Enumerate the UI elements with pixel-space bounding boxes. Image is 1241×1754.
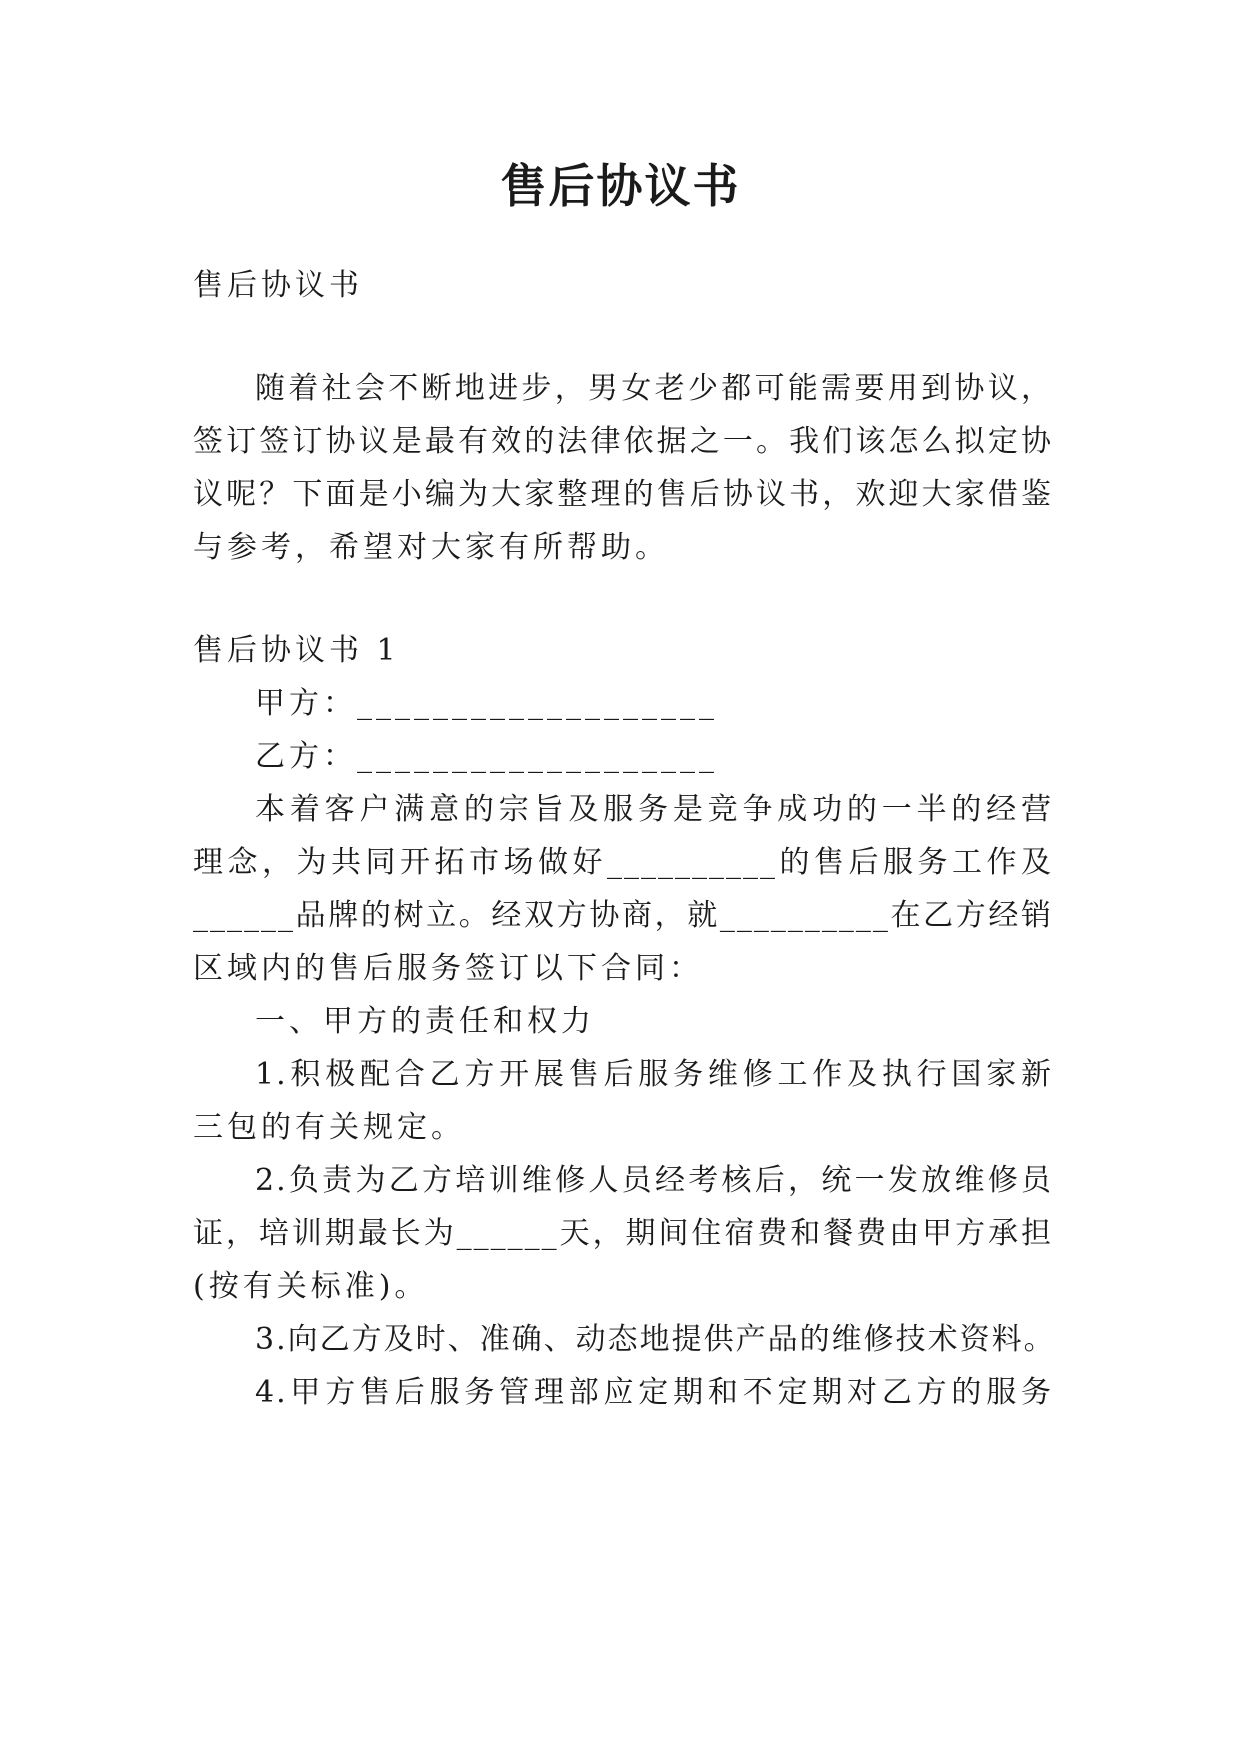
document-subtitle: 售后协议书 xyxy=(193,268,363,303)
preamble-line-1: 本着客户满意的宗旨及服务是竞争成功的一半的经营 xyxy=(255,792,1053,827)
clause-2-line-2: 证，培训期最长为______天，期间住宿费和餐费由甲方承担 xyxy=(193,1216,1053,1251)
document-title: 售后协议书 xyxy=(500,159,741,213)
clause-2-line-3: (按有关标准)。 xyxy=(193,1269,429,1304)
preamble-line-3: ______品牌的树立。经双方协商，就__________在乙方经销 xyxy=(193,898,1053,933)
intro-line-1: 随着社会不断地进步，男女老少都可能需要用到协议， xyxy=(255,371,1053,406)
intro-line-3: 议呢？下面是小编为大家整理的售后协议书，欢迎大家借鉴 xyxy=(193,477,1053,512)
clause-4-line-1: 4.甲方售后服务管理部应定期和不定期对乙方的服务 xyxy=(255,1375,1053,1410)
intro-line-4: 与参考，希望对大家有所帮助。 xyxy=(193,530,669,565)
clause-1-line-2: 三包的有关规定。 xyxy=(193,1110,465,1145)
clause-2-line-1: 2.负责为乙方培训维修人员经考核后，统一发放维修员 xyxy=(255,1163,1053,1198)
party-a-line: 甲方：___________________ xyxy=(255,686,718,721)
preamble-line-2: 理念，为共同开拓市场做好__________的售后服务工作及 xyxy=(193,845,1053,880)
clause-1-line-1: 1.积极配合乙方开展售后服务维修工作及执行国家新 xyxy=(255,1057,1053,1092)
intro-line-2: 签订签订协议是最有效的法律依据之一。我们该怎么拟定协 xyxy=(193,424,1053,459)
clause-heading: 一、甲方的责任和权力 xyxy=(255,1004,595,1039)
preamble-line-4: 区域内的售后服务签订以下合同： xyxy=(193,951,703,986)
party-b-line: 乙方：___________________ xyxy=(255,739,718,774)
section-heading: 售后协议书 1 xyxy=(193,633,400,668)
clause-3-line: 3.向乙方及时、准确、动态地提供产品的维修技术资料。 xyxy=(255,1322,1056,1357)
